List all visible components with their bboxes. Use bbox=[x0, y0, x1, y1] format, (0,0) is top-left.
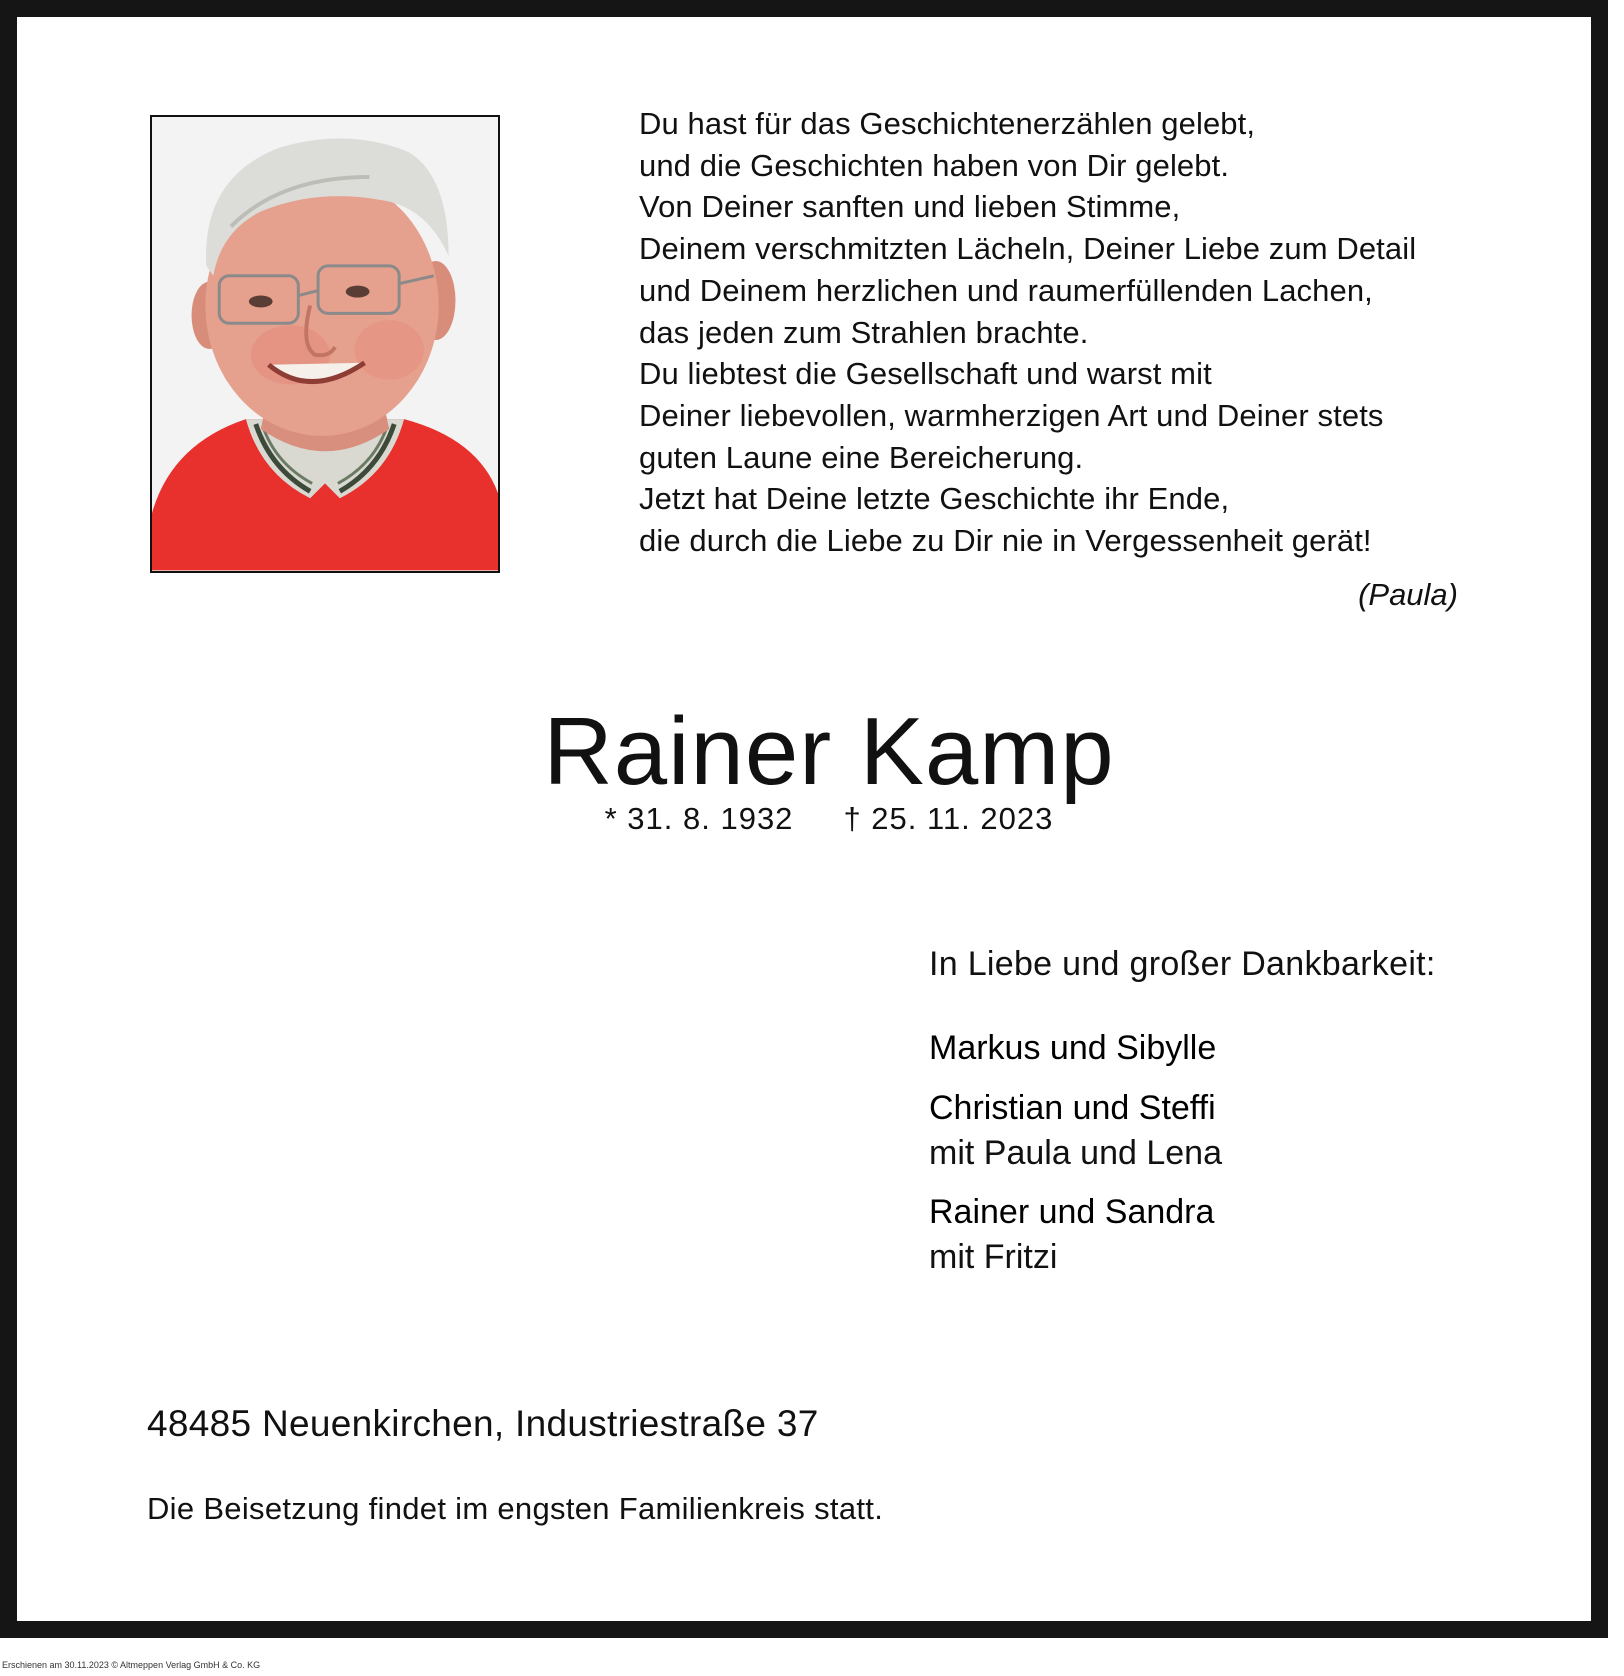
burial-note: Die Beisetzung findet im engsten Familienkreis statt. bbox=[147, 1491, 884, 1526]
poem-line: Jetzt hat Deine letzte Geschichte ihr Ende, bbox=[639, 481, 1230, 517]
mourner-name: Christian und Steffi bbox=[929, 1089, 1216, 1127]
mourner-children: mit Fritzi bbox=[929, 1238, 1058, 1276]
poem-line: Du hast für das Geschichtenerzählen gelebt, bbox=[639, 106, 1256, 141]
portrait-photo bbox=[150, 115, 500, 573]
mourner-children: mit Paula und Lena bbox=[929, 1134, 1222, 1172]
poem-line: guten Laune eine Bereicherung. bbox=[639, 439, 1084, 475]
mourner-group bbox=[929, 1085, 1222, 1175]
portrait-image bbox=[152, 117, 498, 571]
poem-author: (Paula) bbox=[1358, 577, 1458, 612]
poem-line: das jeden zum Strahlen brachte. bbox=[639, 314, 1089, 350]
mourner-name: Rainer und Sandra bbox=[929, 1193, 1215, 1231]
poem-line: Von Deiner sanften und lieben Stimme, bbox=[639, 189, 1181, 225]
poem bbox=[639, 103, 1519, 562]
birth-date: * 31. 8. 1932 bbox=[604, 801, 794, 836]
poem-line: Deinem verschmitzten Lächeln, Deiner Liebe zum Detail bbox=[639, 231, 1417, 267]
poem-line: Deiner liebevollen, warmherzigen Art und Deiner stets bbox=[639, 397, 1384, 433]
poem-line: und die Geschichten haben von Dir gelebt. bbox=[639, 147, 1230, 183]
publication-footer: Erschienen am 30.11.2023 © Altmeppen Verlag GmbH & Co. KG bbox=[2, 1660, 261, 1670]
deceased-name: Rainer Kamp bbox=[543, 698, 1115, 805]
address: 48485 Neuenkirchen, Industriestraße 37 bbox=[147, 1403, 819, 1444]
mourners-intro: In Liebe und großer Dankbarkeit: bbox=[929, 945, 1436, 983]
mourner-group bbox=[929, 1025, 1222, 1071]
mourner-group bbox=[929, 1189, 1222, 1279]
poem-line: und Deinem herzlichen und raumerfüllenden Lachen, bbox=[639, 272, 1373, 308]
death-date: † 25. 11. 2023 bbox=[843, 801, 1054, 836]
poem-line: die durch die Liebe zu Dir nie in Vergessenheit gerät! bbox=[639, 523, 1372, 559]
mourner-name: Markus und Sibylle bbox=[929, 1029, 1217, 1067]
life-dates bbox=[17, 801, 1624, 837]
mourners-list bbox=[929, 1025, 1222, 1293]
poem-line: Du liebtest die Gesellschaft und warst mit bbox=[639, 356, 1212, 392]
